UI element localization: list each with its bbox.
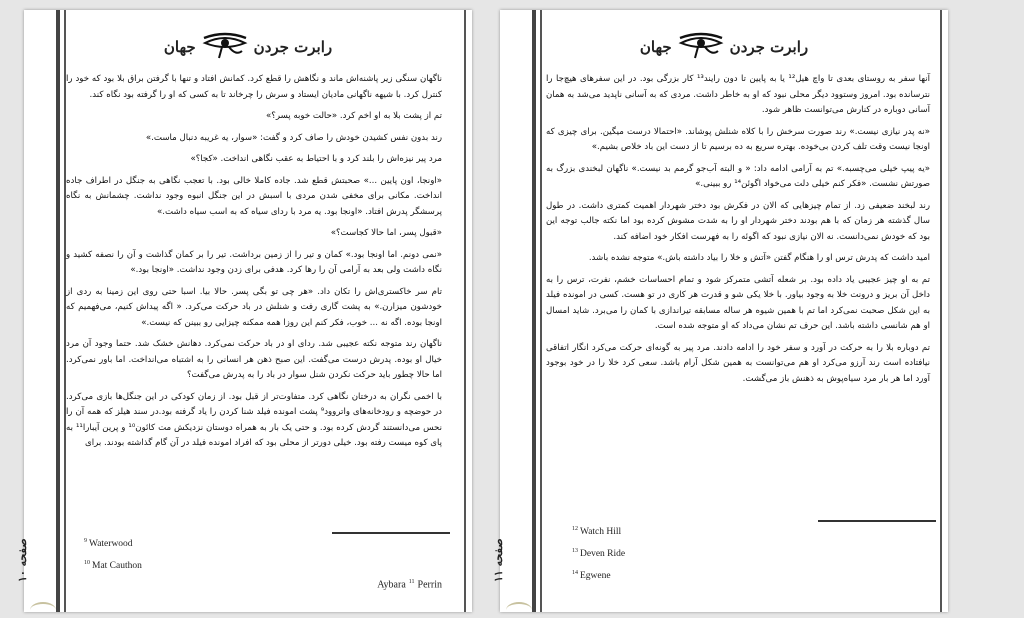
paragraph: با اخمی نگران به درختان نگاهی کرد. متفاوت‌تر از قبل بود. از زمان کودکی در این جنگل‌ها بازی می‌کرد. در حوضچه و رودخانه‌های واتروود⁹ پشت امونده فیلد شنا کردن را یاد گرفته بود.در سند هیلز که همه آن را نحس می‌دانستند گردش کرده بود. و حتی یک بار به همراه دوستان نزدیکش مت کائون¹⁰ و پرین آیبارا¹¹ به پای کوه میست رفته بود. خیلی دورتر از محلی بود که افراد امونده فیلد در آن گام گذاشته بودند. برای <box>66 391 442 448</box>
page-header <box>24 32 472 62</box>
paragraph: «یه پیپ خیلی می‌چسبه.» تم به آرامی ادامه داد: « و البته آب‌جو گرمم بد نیست.» ناگهان لبخندی بزرگ به صورتش نشست. «فکر کنم خیلی دلت می‌خواد اگوئن¹⁴ رو ببینی.» <box>546 163 930 189</box>
header-word-world: جهان <box>639 38 672 56</box>
page-body <box>66 72 442 458</box>
eye-of-horus-icon <box>678 34 724 60</box>
header-word-author: رابرت جردن <box>729 38 809 56</box>
paragraph: تم از پشت بلا به او اخم کرد. «حالت خوبه پسر؟» <box>266 111 442 121</box>
footnote-separator <box>332 532 450 534</box>
page-header <box>500 32 948 62</box>
page-number: صفحه ۱۰ <box>16 538 29 582</box>
page-border-left-inner <box>540 10 542 612</box>
paragraph: رند بدون نفس کشیدن خودش را صاف کرد و گفت: «سوار، یه غریبه دنبال ماست.» <box>145 132 442 143</box>
paragraph: مرد پیر نیزه‌اش را بلند کرد و با احتیاط به عقب نگاهی انداخت. «کجا؟» <box>190 154 442 164</box>
page-border-right <box>940 10 942 612</box>
document-page-left <box>16 10 472 612</box>
page-border-right <box>464 10 466 612</box>
document-page-right <box>492 10 948 612</box>
footnote-item: $^9$ Waterwood <box>84 538 133 550</box>
page-body <box>546 72 930 393</box>
header-word-world: جهان <box>163 38 196 56</box>
footnote-item: $^{13}$ Deven Ride <box>572 548 626 560</box>
footnote-item: $^{14}$ Egwene <box>572 570 611 582</box>
paragraph: تم دوباره بلا را به حرکت در آورد و سفر خود را ادامه دادند. مرد پیر به گونه‌ای حرکت می‌کرد انگار اتفاقی نیافتاده است رند آرزو می‌کرد او هم می‌توانست به همین شکل آرام باشد. سعی کرد خلا را در خود بوجود آورد اما هر بار مرد سیاه‌پوش به ذهنش باز می‌گشت. <box>546 342 930 384</box>
paragraph: تم به او چیز عجیبی یاد داده بود. بر شعله آتشی متمرکز شود و تمام احساسات خشم، نفرت، ترس را به داخل آن بریز و درونت خلا به وجود بیاور. با خلا یکی شو و قدرت هر کاری در تو هست. کسی در امونده فیلد به این شکل صحبت نمی‌کرد اما تم با همین شیوه هر ساله مسابقه تیراندازی با کمان را می‌برد. شاید امسال او هم شانسی داشته باشد. این حرف تم نشان می‌داد که او متوجه شده است. <box>546 274 930 331</box>
footnotes <box>572 518 625 584</box>
paragraph: «نه پدر نیازی نیست.» رند صورت سرخش را با کلاه شنلش پوشاند. «احتمالا درست میگین. برای چیزی که اونجا نیست وقت تلف کردن بی‌خوده. بهتره سریع به ده برسیم تا از دست این باد خلاص بشیم.» <box>546 126 930 152</box>
paragraph: رند لبخند ضعیفی زد. از تمام چیزهایی که الان در فکرش بود دختر شهردار اهمیت کمتری داشت. در طول سال گذشته هر زمان که با هم بودند دختر شهردار او را به شدت مشوش کرده بود اما نکته جالب توجه این بود که خودش نمی‌دانست. نه الان نیازی نبود که اگوئه را به فهرست افکار خود اضافه کند. <box>546 200 930 242</box>
paragraph: ناگهان سنگی زیر پاشنه‌اش ماند و نگاهش را قطع کرد. کمانش افتاد و تنها با گرفتن براق بلا بود که خود را کنترل کرد. با شیهه ناگهانی مادیان ایستاد و سرش را چرخاند تا به کسی که او را گرفته بود نگاه کند. <box>66 74 442 100</box>
paragraph: «قبول پسر، اما حالا کجاست؟» <box>330 228 442 238</box>
paragraph: «نمی دونم. اما اونجا بود.» کمان و تیر را از زمین برداشت. تیر را بر کمان گذاشت و آن را نصفه کشید و نگاه داشت ولی بعد به آرامی آن را رها کرد. هدفی برای زدن وجود نداشت. «اونجا بود.» <box>66 249 442 275</box>
page-border-left <box>56 10 60 612</box>
paragraph: آنها سفر به روستای بعدی تا واچ هیل¹² یا به پایین تا دون رایند¹³ کار بزرگی بود. در این سفرهای هیچ‌جا را نترسانده بود. امروز وستوود دیگر محلی نبود که او به خاطر داشت. مردی که به آسانی ناپدید می‌شد به همان آسانی دوباره در کنارش می‌توانست ظاهر شود. <box>546 74 930 115</box>
eye-of-horus-icon <box>202 34 248 60</box>
paragraph: امید داشت که پدرش ترس او را هنگام گفتن «آتش و خلا را بیاد داشته باش.» متوجه نشده باشد. <box>588 253 930 263</box>
header-word-author: رابرت جردن <box>253 38 333 56</box>
footnotes <box>84 530 142 574</box>
paragraph: «اونجا، اون پایین ...» صحبتش قطع شد. جاده کاملا خالی بود. با تعجب نگاهی به جنگل در اطراف جاده انداخت. مکانی برای مخفی شدن مردی با اسبش در این جنگل انبوه وجود نداشت. چشمانش به نگاه پرسشگر پدرش افتاد. «اونجا بود. یه مرد با ردای سیاه که به اسب سیاه داشت.» <box>66 175 442 217</box>
page-border-left <box>532 10 536 612</box>
paragraph: ناگهان رند متوجه نکته عجیبی شد. ردای او در باد حرکت نمی‌کرد. دهانش خشک شد. حتما وجود آن مرد خیال او بوده. پدرش درست می‌گفت. این صبح ذهن هر انسانی را به اشتباه می‌انداخت. اما باور نمی‌کرد. اما حالا چطور باید حرکت نکردن شنل سوار در باد را به پدرش می‌گفت؟ <box>66 339 442 380</box>
footnote-name-line: Aybara $^{11}$ Perrin <box>377 578 442 590</box>
page-ornament <box>30 602 56 618</box>
page-ornament <box>506 602 532 618</box>
paragraph: تام سر خاکستری‌اش را تکان داد. «هر چی تو بگی پسر. حالا بیا. اسبا حتی روی این زمینا به ردی از خودشون میزارن.» به پشت گاری رفت و شنلش در باد حرکت می‌کرد. « اگه پیداش کنیم، می‌فهمیم که اونجا بوده. اگه نه ... خوب، فکر کنم این روزا همه ممکنه چیزایی رو ببینن که نیست.» <box>66 286 442 328</box>
footnote-item: $^{10}$ Mat Cauthon <box>84 560 142 572</box>
footnote-item: $^{12}$ Watch Hill <box>572 526 622 538</box>
footnote-separator <box>818 520 936 522</box>
page-number: صفحه ۱۱ <box>492 538 505 582</box>
